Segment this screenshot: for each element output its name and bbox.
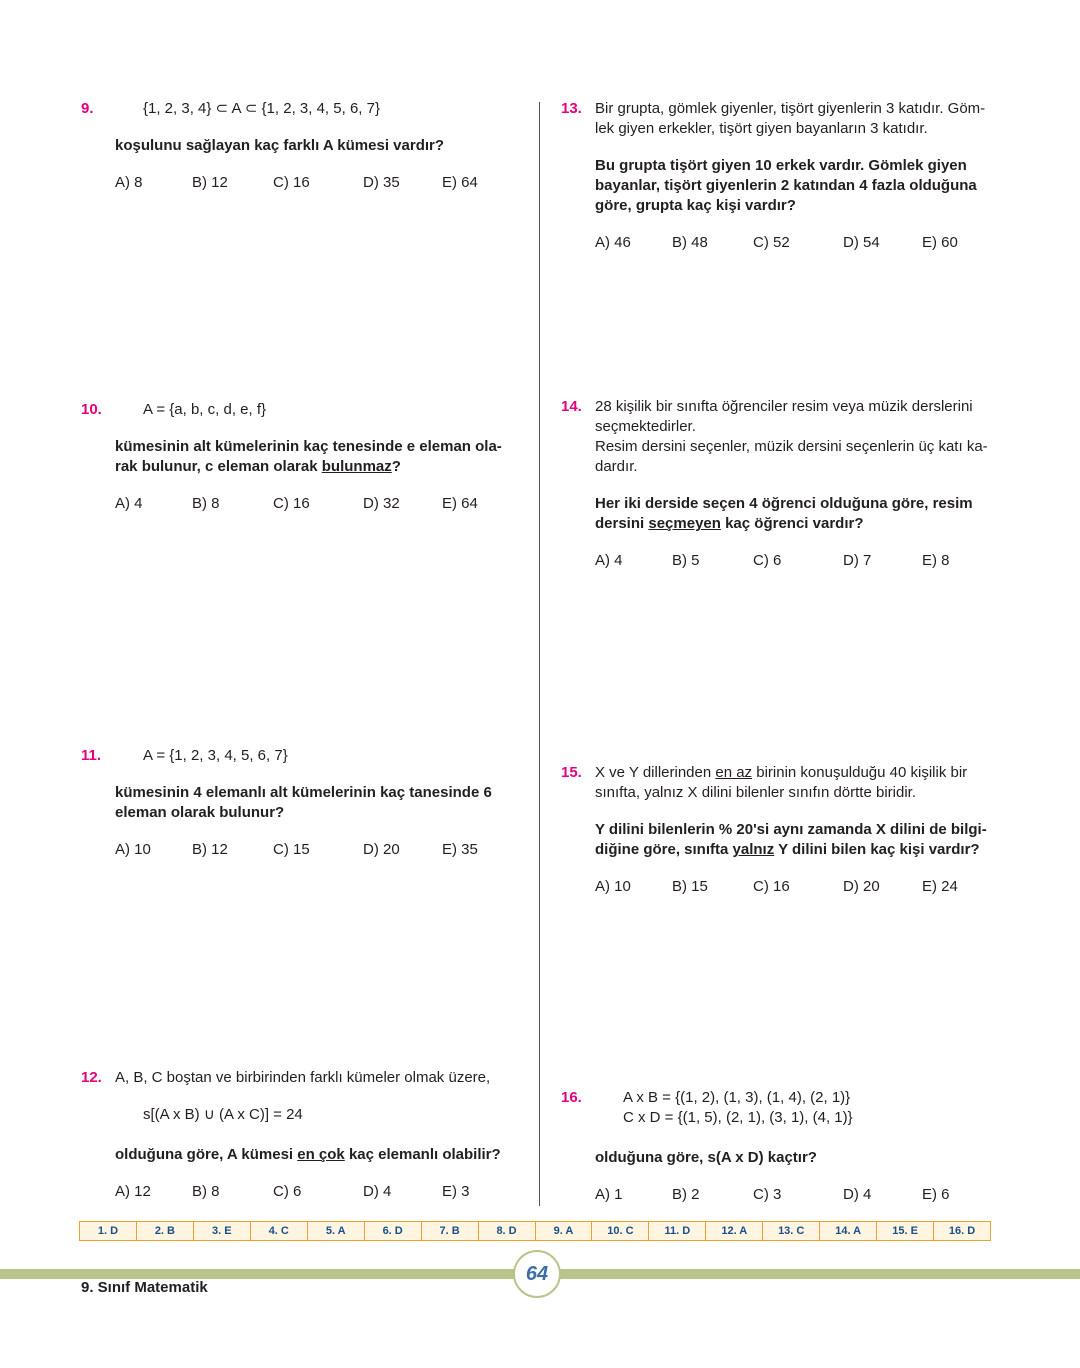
question-text: lek giyen erkekler, tişört giyen bayanların 3 katıdır. xyxy=(595,120,928,137)
option-d[interactable]: D) 4 xyxy=(843,1186,872,1203)
option-e[interactable]: E) 6 xyxy=(922,1186,950,1203)
option-d[interactable]: D) 20 xyxy=(843,878,880,895)
answer-key-cell: 4. C xyxy=(251,1222,308,1240)
option-e[interactable]: E) 24 xyxy=(922,878,958,895)
question-prompt: Her iki derside seçen 4 öğrenci olduğuna göre, resim xyxy=(595,495,973,512)
option-c[interactable]: C) 52 xyxy=(753,234,790,251)
question-intro: A, B, C boştan ve birbirinden farklı kümeler olmak üzere, xyxy=(115,1069,491,1086)
option-a[interactable]: A) 4 xyxy=(115,495,143,512)
option-a[interactable]: A) 10 xyxy=(595,878,631,895)
answer-key-cell: 3. E xyxy=(194,1222,251,1240)
answer-options xyxy=(595,877,994,897)
answer-key-cell: 2. B xyxy=(137,1222,194,1240)
option-d[interactable]: D) 20 xyxy=(363,841,400,858)
option-e[interactable]: E) 64 xyxy=(442,174,478,191)
option-a[interactable]: A) 46 xyxy=(595,234,631,251)
question-text: kümesinin 4 elemanlı alt kümelerinin kaç tanesinde 6 xyxy=(115,784,492,801)
question-number: 12. xyxy=(81,1069,102,1086)
page-number: 64 xyxy=(513,1250,561,1298)
answer-options xyxy=(115,840,521,860)
answer-key-cell: 9. A xyxy=(536,1222,593,1240)
option-c[interactable]: C) 16 xyxy=(273,174,310,191)
answer-key-cell: 16. D xyxy=(948,1225,976,1237)
answer-key-cell: 5. A xyxy=(308,1222,365,1240)
answer-key-cell: 6. D xyxy=(365,1222,422,1240)
question-number: 16. xyxy=(561,1089,582,1106)
question-number: 13. xyxy=(561,100,582,117)
question-expression: s[(A x B) ∪ (A x C)] = 24 xyxy=(143,1106,303,1123)
answer-key-cell: 7. B xyxy=(422,1222,479,1240)
column-divider xyxy=(539,102,540,1206)
option-d[interactable]: D) 32 xyxy=(363,495,400,512)
answer-key-cell: 15. E xyxy=(877,1222,934,1240)
question-number: 9. xyxy=(81,100,94,117)
option-e[interactable]: E) 64 xyxy=(442,495,478,512)
option-b[interactable]: B) 8 xyxy=(192,495,220,512)
question-text: seçmektedirler. xyxy=(595,418,696,435)
option-b[interactable]: B) 12 xyxy=(192,174,228,191)
question-text: dardır. xyxy=(595,458,638,475)
option-c[interactable]: C) 16 xyxy=(273,495,310,512)
option-c[interactable]: C) 3 xyxy=(753,1186,782,1203)
option-d[interactable]: D) 7 xyxy=(843,552,872,569)
option-a[interactable]: A) 1 xyxy=(595,1186,623,1203)
question-number: 11. xyxy=(81,747,102,764)
question-expression: A x B = {(1, 2), (1, 3), (1, 4), (2, 1)} xyxy=(623,1089,851,1106)
option-e[interactable]: E) 8 xyxy=(922,552,950,569)
question-text: kümesinin alt kümelerinin kaç tenesinde e eleman ola- xyxy=(115,438,502,455)
question-number: 14. xyxy=(561,398,582,415)
option-b[interactable]: B) 48 xyxy=(672,234,708,251)
question-text: eleman olarak bulunur? xyxy=(115,804,285,821)
question-prompt: dersini seçmeyen kaç öğrenci vardır? xyxy=(595,515,864,532)
option-d[interactable]: D) 54 xyxy=(843,234,880,251)
option-a[interactable]: A) 8 xyxy=(115,174,143,191)
option-b[interactable]: B) 12 xyxy=(192,841,228,858)
question-text: koşulunu sağlayan kaç farklı A kümesi vardır? xyxy=(115,137,445,154)
option-a[interactable]: A) 12 xyxy=(115,1183,151,1200)
answer-options xyxy=(595,551,994,571)
option-d[interactable]: D) 35 xyxy=(363,174,400,191)
option-b[interactable]: B) 15 xyxy=(672,878,708,895)
question-text: X ve Y dillerinden en az birinin konuşulduğu 40 kişilik bir xyxy=(595,764,968,781)
answer-key-cell: 13. C xyxy=(763,1222,820,1240)
option-b[interactable]: B) 5 xyxy=(672,552,700,569)
question-text: Bir grupta, gömlek giyenler, tişört giyenlerin 3 katıdır. Göm- xyxy=(595,100,986,117)
option-b[interactable]: B) 8 xyxy=(192,1183,220,1200)
question-prompt: Bu grupta tişört giyen 10 erkek vardır. Gömlek giyen xyxy=(595,157,967,174)
option-e[interactable]: E) 35 xyxy=(442,841,478,858)
option-c[interactable]: C) 15 xyxy=(273,841,310,858)
answer-options xyxy=(595,233,994,253)
question-expression: C x D = {(1, 5), (2, 1), (3, 1), (4, 1)} xyxy=(623,1109,853,1126)
question-prompt: göre, grupta kaç kişi vardır? xyxy=(595,197,796,214)
question-prompt: olduğuna göre, s(A x D) kaçtır? xyxy=(595,1149,817,1166)
answer-key-cell: 14. A xyxy=(820,1222,877,1240)
book-title: 9. Sınıf Matematik xyxy=(81,1279,208,1296)
answer-key-cell: 8. D xyxy=(479,1222,536,1240)
option-c[interactable]: C) 6 xyxy=(753,552,782,569)
option-b[interactable]: B) 2 xyxy=(672,1186,700,1203)
option-a[interactable]: A) 4 xyxy=(595,552,623,569)
question-prompt: Y dilini bilenlerin % 20'si aynı zamanda X dilini de bilgi- xyxy=(595,821,987,838)
option-e[interactable]: E) 60 xyxy=(922,234,958,251)
question-text: 28 kişilik bir sınıfta öğrenciler resim veya müzik derslerini xyxy=(595,398,973,415)
question-text: rak bulunur, c eleman olarak bulunmaz? xyxy=(115,458,401,475)
option-a[interactable]: A) 10 xyxy=(115,841,151,858)
question-expression: {1, 2, 3, 4} ⊂ A ⊂ {1, 2, 3, 4, 5, 6, 7} xyxy=(143,100,380,117)
answer-key-cell: 11. D xyxy=(649,1222,706,1240)
question-prompt: diğine göre, sınıfta yalnız Y dilini bilen kaç kişi vardır? xyxy=(595,841,980,858)
question-expression: A = {1, 2, 3, 4, 5, 6, 7} xyxy=(143,747,288,764)
answer-key-cell: 1. D xyxy=(80,1222,137,1240)
question-expression: A = {a, b, c, d, e, f} xyxy=(143,401,267,418)
question-prompt: bayanlar, tişört giyenlerin 2 katından 4 fazla olduğuna xyxy=(595,177,977,194)
answer-key-cell: 10. C xyxy=(592,1222,649,1240)
answer-options xyxy=(115,173,521,193)
question-number: 10. xyxy=(81,401,102,418)
question-text: Resim dersini seçenler, müzik dersini seçenlerin üç katı ka- xyxy=(595,438,988,455)
option-d[interactable]: D) 4 xyxy=(363,1183,392,1200)
question-text: olduğuna göre, A kümesi en çok kaç elemanlı olabilir? xyxy=(115,1146,501,1163)
answer-options xyxy=(115,1182,521,1202)
option-c[interactable]: C) 6 xyxy=(273,1183,302,1200)
answer-options xyxy=(595,1185,994,1205)
question-text: sınıfta, yalnız X dilini bilenler sınıfın dörtte biridir. xyxy=(595,784,916,801)
option-e[interactable]: E) 3 xyxy=(442,1183,470,1200)
option-c[interactable]: C) 16 xyxy=(753,878,790,895)
answer-key-cell: 12. A xyxy=(706,1222,763,1240)
question-number: 15. xyxy=(561,764,582,781)
answer-key xyxy=(79,1221,991,1241)
answer-options xyxy=(115,494,521,514)
